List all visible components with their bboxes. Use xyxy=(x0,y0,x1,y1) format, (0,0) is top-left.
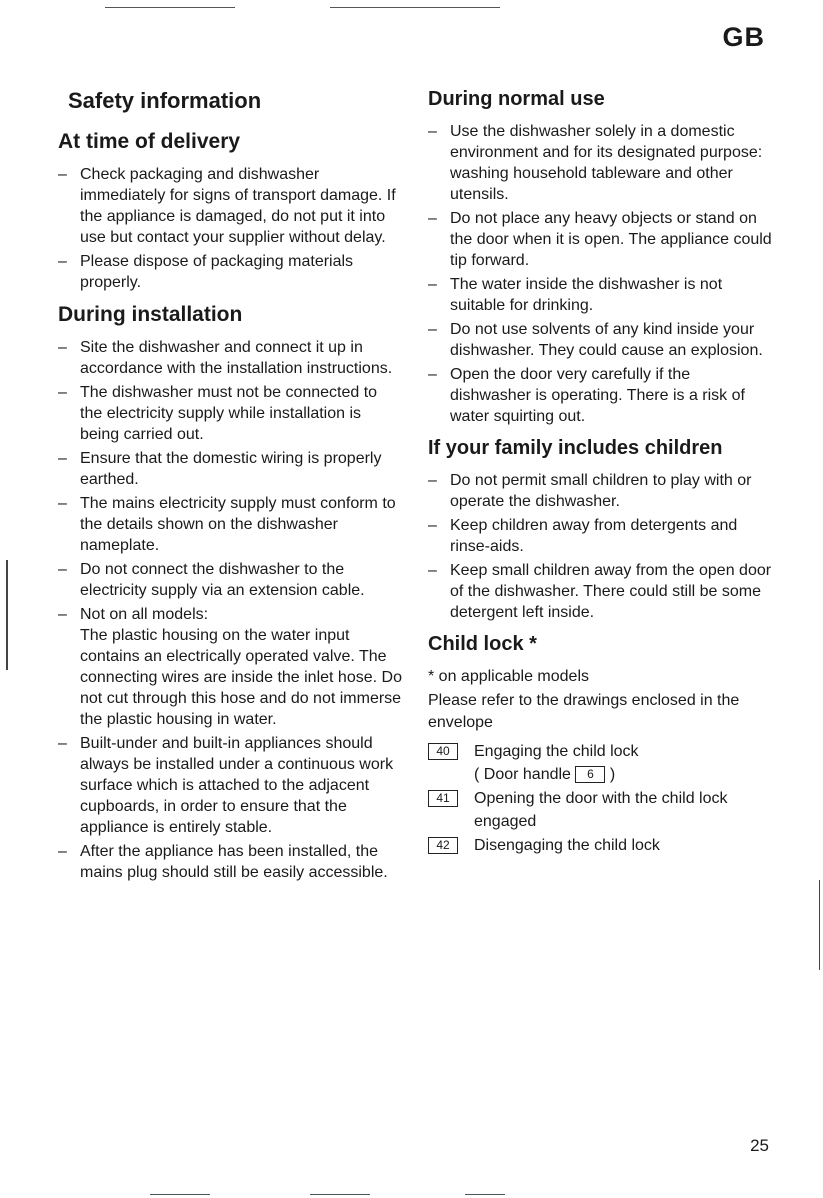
section-heading-normal-use: During normal use xyxy=(428,88,605,110)
list-item: – Please dispose of packaging materials properly. xyxy=(58,253,354,291)
door-handle-number-box: 6 xyxy=(575,766,605,783)
section-heading-installation: During installation xyxy=(58,303,243,326)
normal-use-list xyxy=(428,121,773,427)
figure-number-box: 40 xyxy=(428,743,458,760)
figure-number-box: 42 xyxy=(428,837,458,854)
list-item: – Do not connect the dishwasher to the electricity supply via an extension cable. xyxy=(58,561,365,599)
figure-reference: 42 Disengaging the child lock xyxy=(428,834,773,857)
scan-line xyxy=(330,7,500,8)
figure-reference: 40 Engaging the child lock ( Door handle 6 ) xyxy=(428,740,773,786)
list-item: – After the appliance has been installed, the mains plug should still be easily accessible. xyxy=(58,843,388,881)
drawings-note: Please refer to the drawings enclosed in the envelope xyxy=(428,692,740,731)
delivery-list xyxy=(58,164,403,293)
right-column xyxy=(428,84,773,858)
list-item: – Keep small children away from the open door of the dishwasher. There could still be some detergent left inside. xyxy=(428,562,772,621)
scan-line xyxy=(465,1194,505,1195)
scan-line xyxy=(105,7,235,8)
list-item: – Built-under and built-in appliances should always be installed under a continuous work surface which is attached to the adjacent cupboards, in order to ensure that the appliance is entirely stable. xyxy=(58,735,394,836)
children-list xyxy=(428,470,773,623)
figure-reference: 41 Opening the door with the child lock engaged xyxy=(428,787,773,833)
page-title: Safety information xyxy=(68,88,262,113)
scan-line xyxy=(150,1194,210,1195)
section-heading-delivery: At time of delivery xyxy=(58,130,241,153)
list-item: – Open the door very carefully if the dishwasher is operating. There is a risk of water squirting out. xyxy=(428,366,745,425)
section-heading-children: If your family includes children xyxy=(428,437,723,459)
left-column xyxy=(58,84,403,893)
list-item: – Do not permit small children to play with or operate the dishwasher. xyxy=(428,472,752,510)
installation-list xyxy=(58,337,403,883)
list-item: – Keep children away from detergents and rinse-aids. xyxy=(428,517,738,555)
scan-line xyxy=(310,1194,370,1195)
scan-edge-mark xyxy=(6,560,8,670)
language-code: GB xyxy=(722,22,765,52)
list-item: – Use the dishwasher solely in a domestic environment and for its designated purpose: washing household tableware and other utensils. xyxy=(428,123,763,203)
list-item: – Do not use solvents of any kind inside your dishwasher. They could cause an explosion. xyxy=(428,321,763,359)
list-item: – Site the dishwasher and connect it up in accordance with the installation instructions. xyxy=(58,339,393,377)
list-item: – Check packaging and dishwasher immediately for signs of transport damage. If the appliance is damaged, do not put it into use but contact your supplier without delay. xyxy=(58,166,396,246)
list-item: – Do not place any heavy objects or stand on the door when it is open. The appliance could tip forward. xyxy=(428,210,772,269)
list-item: – The water inside the dishwasher is not suitable for drinking. xyxy=(428,276,723,314)
figure-number-box: 41 xyxy=(428,790,458,807)
section-heading-child-lock: Child lock * xyxy=(428,633,537,655)
list-item: – Ensure that the domestic wiring is properly earthed. xyxy=(58,450,382,488)
scan-edge-mark xyxy=(819,880,820,970)
list-item: – The dishwasher must not be connected to the electricity supply while installation is being carried out. xyxy=(58,384,378,443)
list-item-models: – Not on all models: The plastic housing on the water input contains an electrically operated valve. The connecting wires are inside the inlet hose. Do not cut through this hose and do not immerse the plastic housing in water. xyxy=(58,606,402,728)
list-item: – The mains electricity supply must conform to the details shown on the dishwasher nameplate. xyxy=(58,495,396,554)
footnote: * on applicable models xyxy=(428,668,589,685)
page-number: 25 xyxy=(750,1136,769,1155)
